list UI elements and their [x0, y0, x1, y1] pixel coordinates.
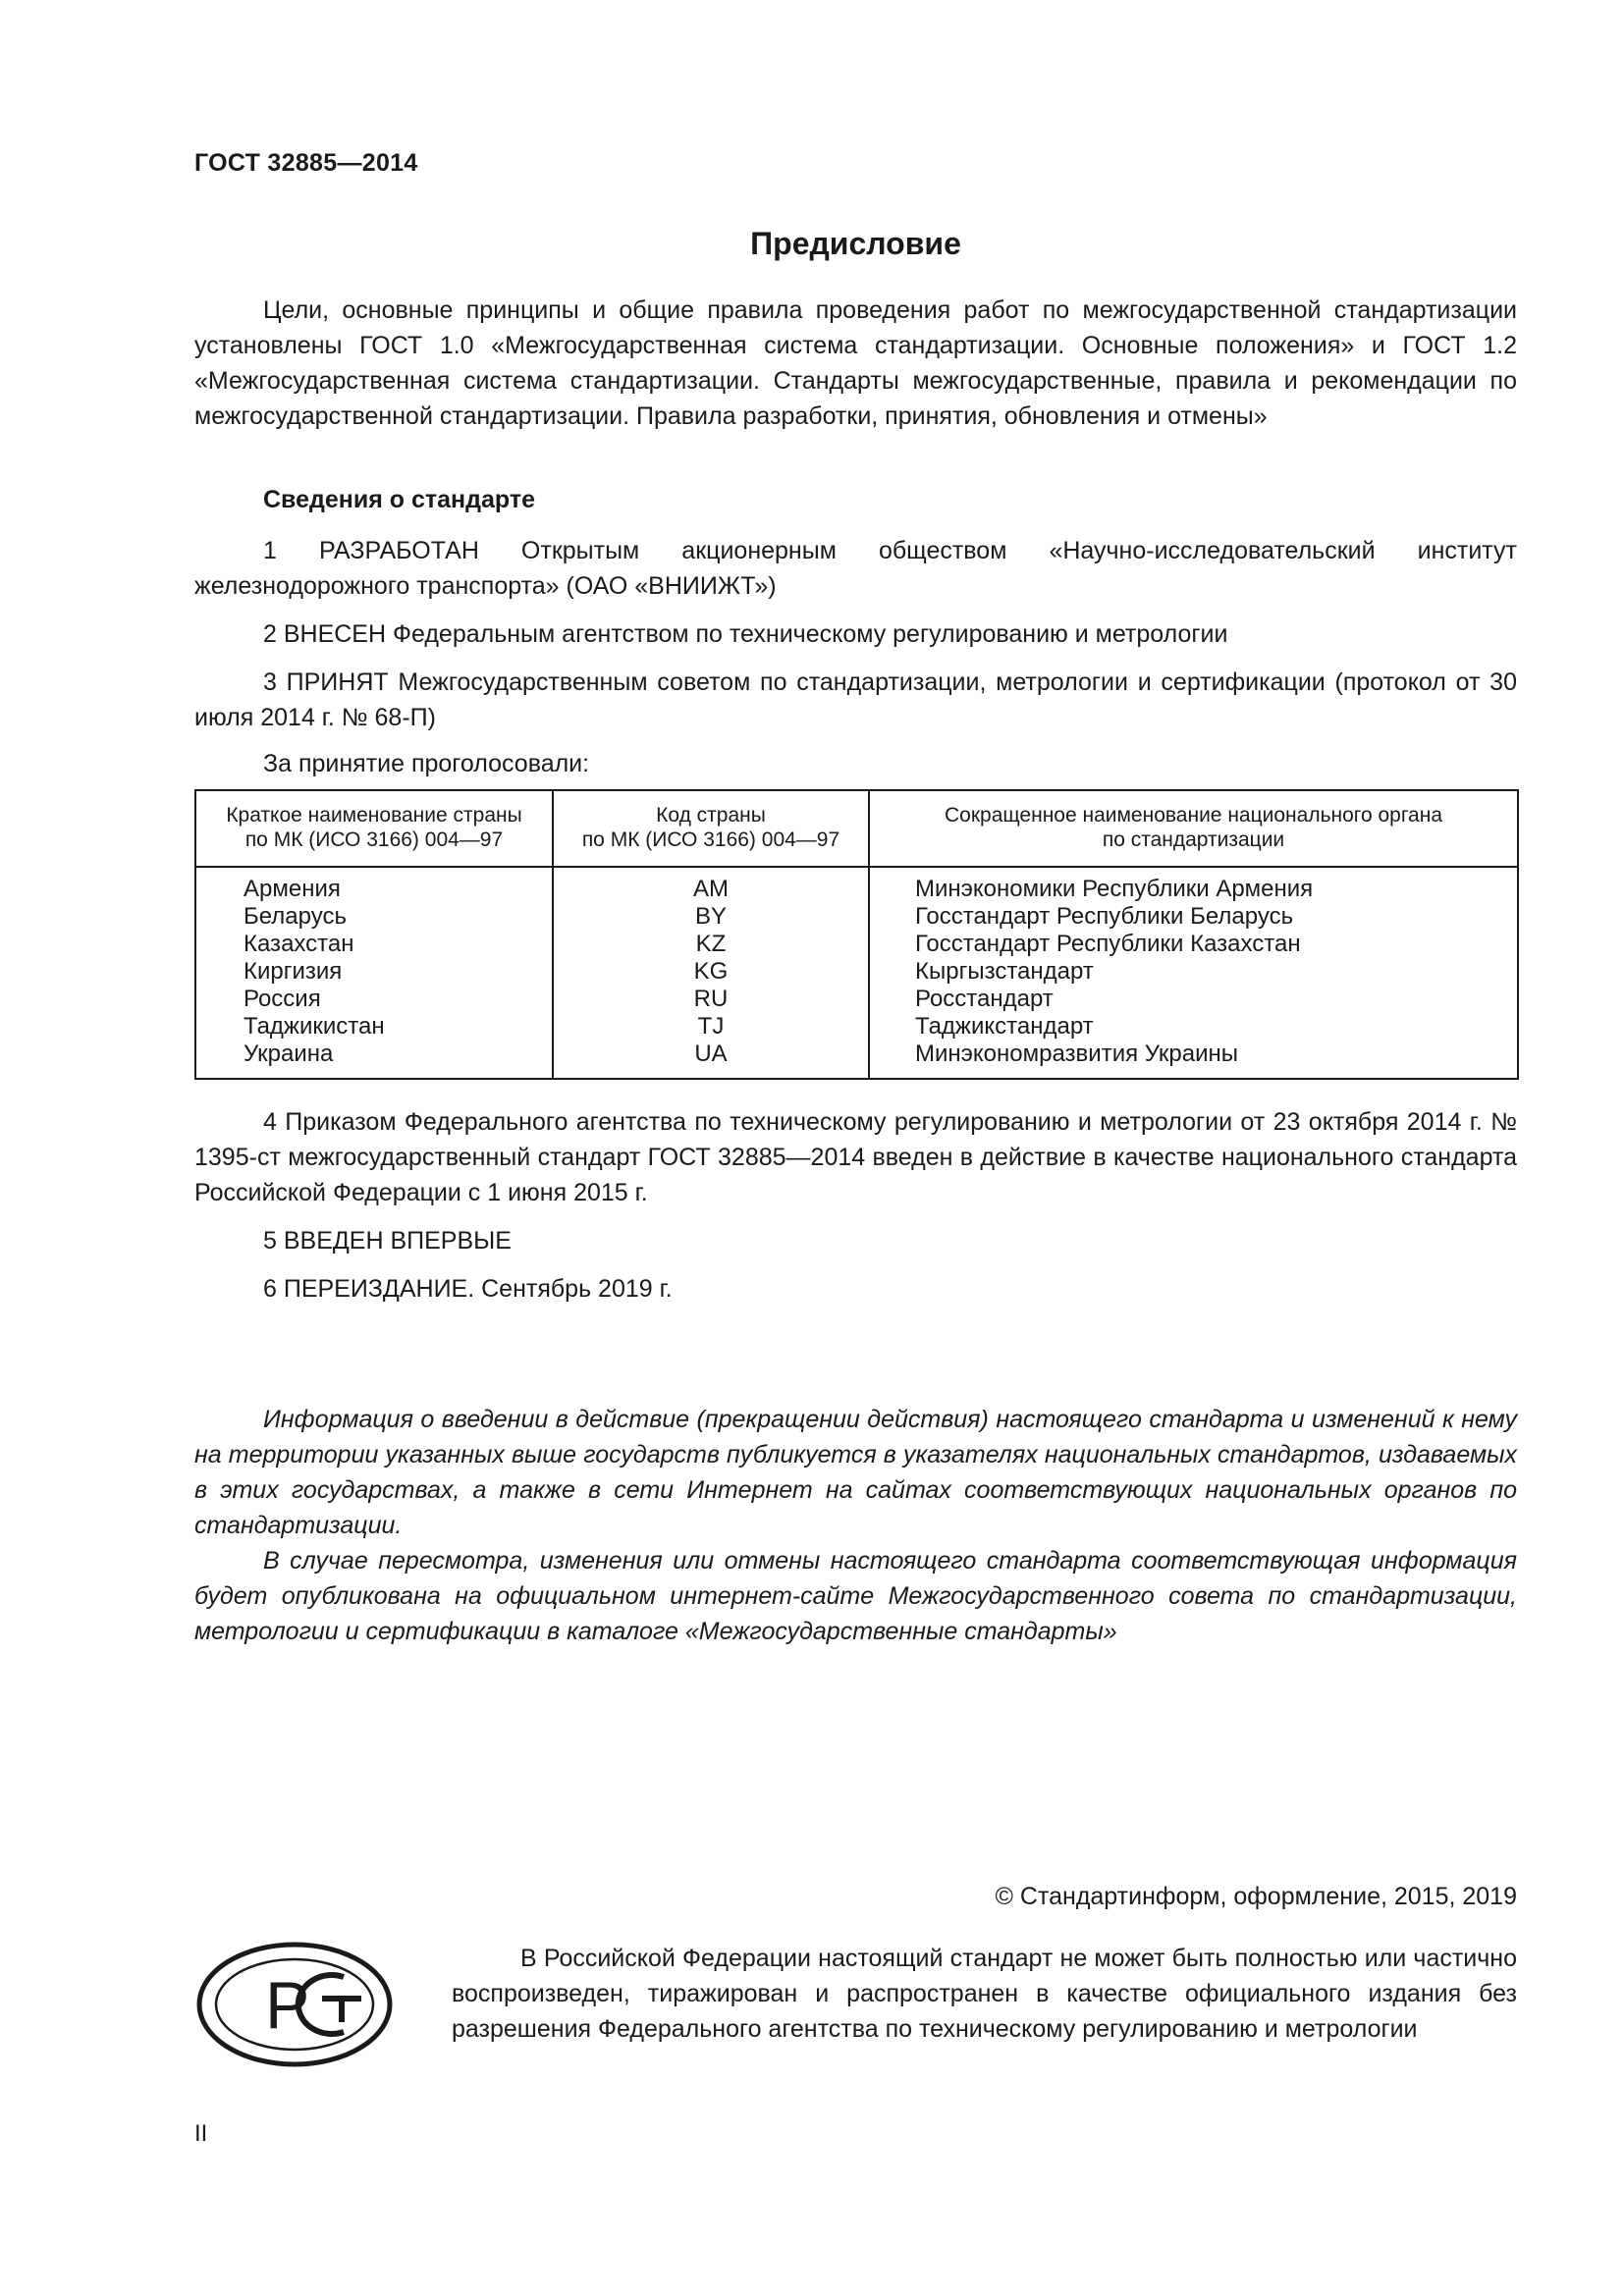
country-cell: Киргизия: [195, 958, 553, 986]
document-header-id: ГОСТ 32885—2014: [194, 149, 418, 177]
item-order: 4 Приказом Федерального агентства по техническому регулированию и метрологии от 23 октября 2014 г. № 1395-ст межгосударственный стандарт ГОСТ 32885—2014 введен в действие в качестве национального стандарта Российской Федерации с 1 июня 2015 г.: [194, 1108, 1517, 1206]
body-cell: Госстандарт Республики Казахстан: [869, 931, 1518, 958]
column-header-country: Краткое наименование страны по МК (ИСО 3166) 004—97: [195, 790, 553, 867]
code-cell: TJ: [553, 1013, 869, 1041]
table-row: [195, 867, 1518, 903]
table-row: [195, 986, 1518, 1013]
rights-section: [452, 1941, 1517, 2047]
item-submitted: 2 ВНЕСЕН Федеральным агентством по техническому регулированию и метрологии: [263, 620, 1228, 648]
notice-paragraph-1: Информация о введении в действие (прекращении действия) настоящего стандарта и изменений к нему на территории указанных выше государств публикуется в указателях национальных стандартов, издаваемых в этих государствах, а также в сети Интернет на сайтах соответствующих национальных органов по стандартизации.: [194, 1406, 1517, 1539]
table-row: [195, 1013, 1518, 1041]
document-page: [194, 0, 1517, 2296]
item-reissue: 6 ПЕРЕИЗДАНИЕ. Сентябрь 2019 г.: [263, 1275, 673, 1303]
country-cell: Украина: [195, 1041, 553, 1079]
item-1-block: [194, 533, 1517, 604]
body-cell: Кыргызстандарт: [869, 958, 1518, 986]
rst-logo-svg: [196, 1942, 393, 2067]
country-cell: Казахстан: [195, 931, 553, 958]
table-header-row: [195, 790, 1518, 867]
code-cell: RU: [553, 986, 869, 1013]
country-cell: Армения: [195, 867, 553, 903]
rights-paragraph: В Российской Федерации настоящий стандарт не может быть полностью или частично воспроизведен, тиражирован и распространен в качестве официального издания без разрешения Федерального агентства по техническому регулированию и метрологии: [452, 1945, 1517, 2043]
body-cell: Минэкономики Республики Армения: [869, 867, 1518, 903]
page-number: II: [194, 2120, 208, 2147]
code-cell: BY: [553, 903, 869, 931]
code-cell: AM: [553, 867, 869, 903]
country-cell: Беларусь: [195, 903, 553, 931]
country-cell: Россия: [195, 986, 553, 1013]
code-cell: KG: [553, 958, 869, 986]
code-cell: KZ: [553, 931, 869, 958]
country-cell: Таджикистан: [195, 1013, 553, 1041]
info-heading: Сведения о стандарте: [263, 486, 536, 513]
info-heading-block: [194, 486, 1517, 514]
svg-text:Р: Р: [265, 1968, 310, 2043]
voted-label: За принятие проголосовали:: [263, 750, 590, 777]
table-row: [195, 958, 1518, 986]
rst-logo-icon: [196, 1942, 393, 2067]
item-5-block: [194, 1223, 1517, 1258]
item-developed: 1 РАЗРАБОТАН Открытым акционерным обществом «Научно-исследовательский институт железнодорожного транспорта» (ОАО «ВНИИЖТ»): [194, 537, 1517, 600]
item-first-introduced: 5 ВВЕДЕН ВПЕРВЫЕ: [263, 1227, 512, 1255]
body-cell: Росстандарт: [869, 986, 1518, 1013]
item-6-block: [194, 1271, 1517, 1307]
intro-paragraph: Цели, основные принципы и общие правила проведения работ по межгосударственной стандартизации установлены ГОСТ 1.0 «Межгосударственная система стандартизации. Основные положения» и ГОСТ 1.2 «Межгосударственная система стандартизации. Стандарты межгосударственные, правила и рекомендации по межгосударственной стандартизации. Правила разработки, принятия, обновления и отмены»: [194, 296, 1517, 430]
item-2-block: [194, 616, 1517, 652]
item-adopted: 3 ПРИНЯТ Межгосударственным советом по стандартизации, метрологии и сертификации (протокол от 30 июля 2014 г. № 68-П): [194, 668, 1517, 731]
column-header-code: Код страны по МК (ИСО 3166) 004—97: [553, 790, 869, 867]
item-4-block: [194, 1104, 1517, 1210]
column-header-body: Сокращенное наименование национального органа по стандартизации: [869, 790, 1518, 867]
page-title: Предисловие: [750, 226, 961, 261]
voted-block: [194, 746, 1517, 781]
table-row: [195, 931, 1518, 958]
intro-section: [194, 293, 1517, 434]
body-cell: Госстандарт Республики Беларусь: [869, 903, 1518, 931]
table-row: [195, 903, 1518, 931]
table-row: [195, 1041, 1518, 1079]
body-cell: Таджикстандарт: [869, 1013, 1518, 1041]
notice-paragraph-2: В случае пересмотра, изменения или отмены настоящего стандарта соответствующая информация будет опубликована на официальном интернет-сайте Межгосударственного совета по стандартизации, метрологии и сертификации в каталоге «Межгосударственные стандарты»: [194, 1547, 1517, 1645]
voting-table: [194, 789, 1519, 1080]
code-cell: UA: [553, 1041, 869, 1079]
body-cell: Минэкономразвития Украины: [869, 1041, 1518, 1079]
item-3-block: [194, 665, 1517, 735]
notice-section: [194, 1402, 1517, 1649]
copyright-line: © Стандартинформ, оформление, 2015, 2019: [995, 1883, 1517, 1910]
